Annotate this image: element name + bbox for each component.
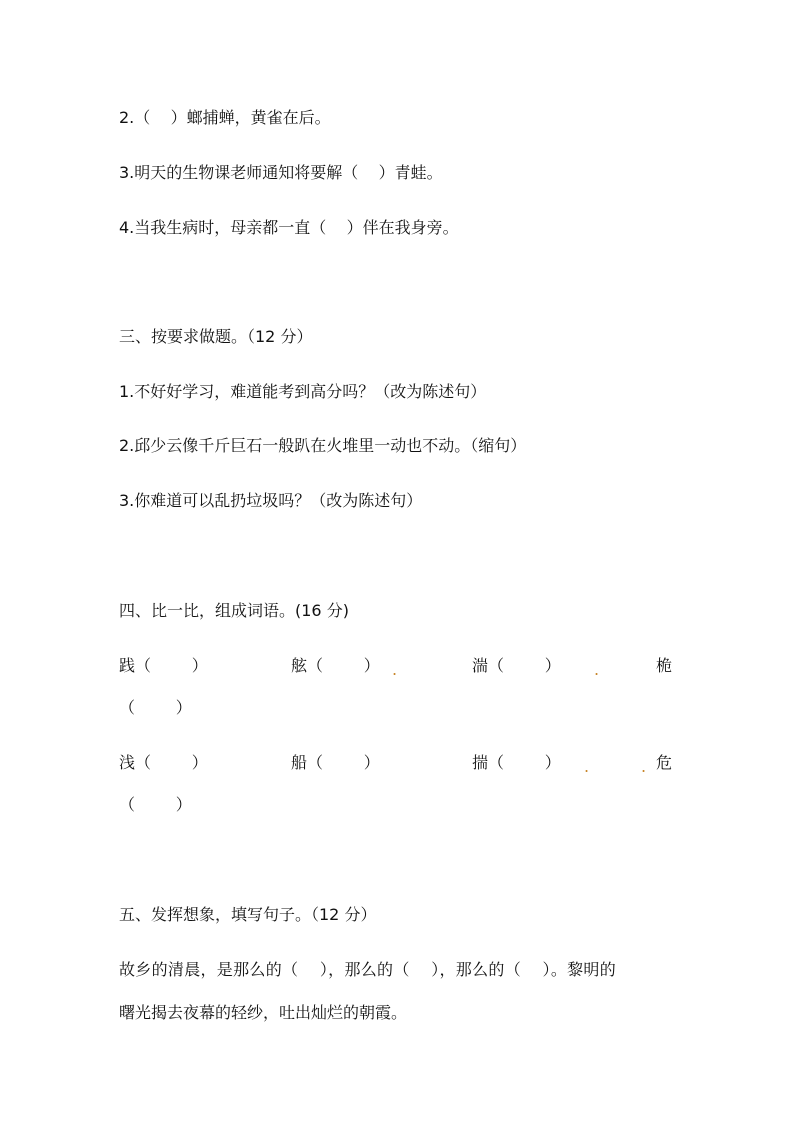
section-3-item-1: 1.不好好学习，难道能考到高分吗？（改为陈述句）: [119, 382, 487, 401]
word-pair-wrap: （ ）: [119, 795, 192, 814]
word-pair-wrap: （ ）: [119, 698, 192, 717]
section-5-line-1: 故乡的清晨，是那么的（ ），那么的（ ），那么的（ ）。黎明的: [119, 960, 617, 979]
fill-blank-item-2: 2.（ ）螂捕蝉，黄雀在后。: [119, 108, 331, 127]
section-3-item-2: 2.邱少云像千斤巨石一般趴在火堆里一动也不动。（缩句）: [119, 436, 527, 455]
word-pair-cell: 船（ ）: [291, 753, 380, 772]
word-pair-cell: 桅: [656, 656, 673, 675]
section-3-heading: 三、按要求做题。（12 分）: [119, 327, 313, 346]
word-pair-cell: 践（ ）: [119, 656, 208, 675]
section-5-line-2: 曙光揭去夜幕的轻纱，吐出灿烂的朝霞。: [119, 1003, 408, 1022]
orange-dot: .: [594, 660, 600, 679]
word-pair-cell: 浅（ ）: [119, 753, 208, 772]
word-pair-cell: 揣（ ）: [472, 753, 561, 772]
orange-dot: .: [641, 757, 647, 776]
section-3-item-3: 3.你难道可以乱扔垃圾吗？（改为陈述句）: [119, 491, 423, 510]
word-pair-cell: 湍（ ）: [472, 656, 561, 675]
fill-blank-item-3: 3.明天的生物课老师通知将要解（ ）青蛙。: [119, 163, 443, 182]
orange-dot: .: [584, 757, 590, 776]
section-5-heading: 五、发挥想象，填写句子。（12 分）: [119, 905, 377, 924]
orange-dot: .: [392, 660, 398, 679]
word-pair-cell: 危: [656, 753, 673, 772]
fill-blank-item-4: 4.当我生病时，母亲都一直（ ）伴在我身旁。: [119, 218, 459, 237]
section-4-heading: 四、比一比，组成词语。(16 分): [119, 601, 349, 620]
word-pair-cell: 舷（ ）: [291, 656, 380, 675]
